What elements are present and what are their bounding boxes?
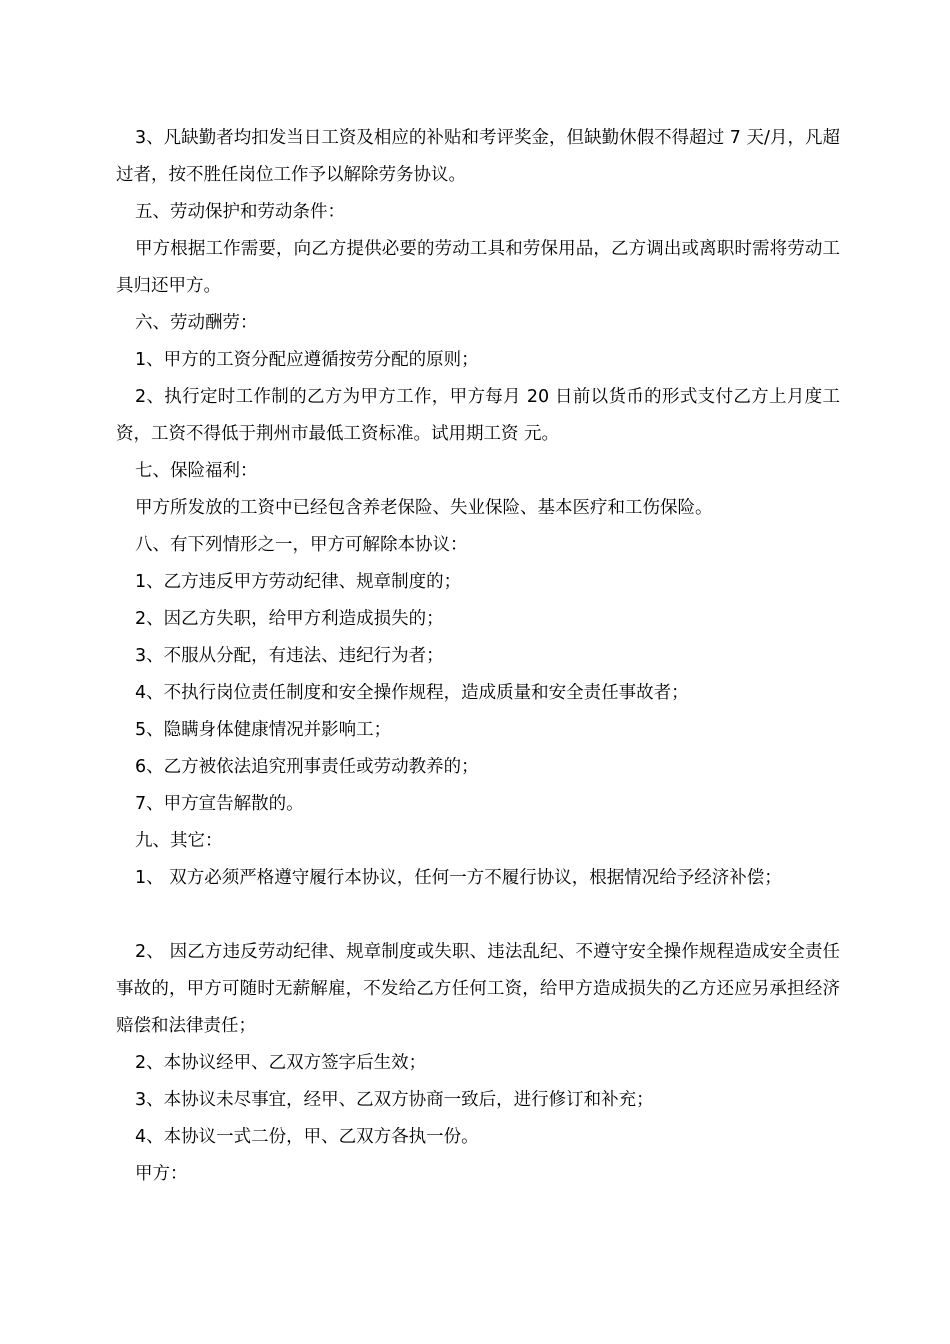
other-item-copies: 4、本协议一式二份，甲、乙双方各执一份。 [135, 1127, 479, 1147]
termination-item: 3、不服从分配，有违法、违纪行为者； [135, 646, 444, 666]
clause-wage-distribution: 1、甲方的工资分配应遵循按劳分配的原则； [135, 350, 479, 370]
clause-labor-tools: 甲方根据工作需要，向乙方提供必要的劳动工具和劳保用品，乙方调出或离职时需将劳动工具归还甲方。 [116, 239, 840, 296]
other-item-dismissal: 2、 因乙方违反劳动纪律、规章制度或失职、违法乱纪、不遵守安全操作规程造成安全责任事故的，甲方可随时无薪解雇，不发给乙方任何工资，给甲方造成损失的乙方还应另承担经济赔偿和法律责任； [116, 942, 840, 1036]
section-heading-labor-protection: 五、劳动保护和劳动条件： [135, 202, 345, 222]
termination-item: 5、隐瞒身体健康情况并影响工； [135, 720, 392, 740]
section-heading-remuneration: 六、劳动酬劳： [135, 313, 258, 333]
section-heading-other: 九、其它： [135, 831, 223, 851]
section-heading-insurance: 七、保险福利： [135, 461, 258, 481]
section-heading-termination: 八、有下列情形之一，甲方可解除本协议： [135, 535, 468, 555]
other-item-effective: 2、本协议经甲、乙双方签字后生效； [135, 1053, 427, 1073]
termination-item: 6、乙方被依法追究刑事责任或劳动教养的； [135, 757, 479, 777]
clause-absence-deduction: 3、凡缺勤者均扣发当日工资及相应的补贴和考评奖金，但缺勤休假不得超过 7 天/月，凡超过者，按不胜任岗位工作予以解除劳务协议。 [116, 128, 840, 185]
termination-item: 7、甲方宣告解散的。 [135, 794, 304, 814]
clause-wage-payment: 2、执行定时工作制的乙方为甲方工作，甲方每月 20 日前以货币的形式支付乙方上月度工资，工资不得低于荆州市最低工资标准。试用期工资 元。 [116, 387, 840, 444]
other-item-amendment: 3、本协议未尽事宜，经甲、乙双方协商一致后，进行修订和补充； [135, 1090, 654, 1110]
termination-item: 4、不执行岗位责任制度和安全操作规程，造成质量和安全责任事故者； [135, 683, 689, 703]
other-item-compensation: 1、 双方必须严格遵守履行本协议，任何一方不履行协议，根据情况给予经济补偿； [135, 868, 782, 888]
party-a-signature-label: 甲方： [135, 1164, 188, 1184]
blank-line [116, 897, 840, 934]
termination-item: 1、乙方违反甲方劳动纪律、规章制度的； [135, 572, 462, 592]
termination-item: 2、因乙方失职，给甲方利造成损失的； [135, 609, 444, 629]
document-body [116, 120, 840, 1193]
clause-insurance-included: 甲方所发放的工资中已经包含养老保险、失业保险、基本医疗和工伤保险。 [135, 498, 713, 518]
